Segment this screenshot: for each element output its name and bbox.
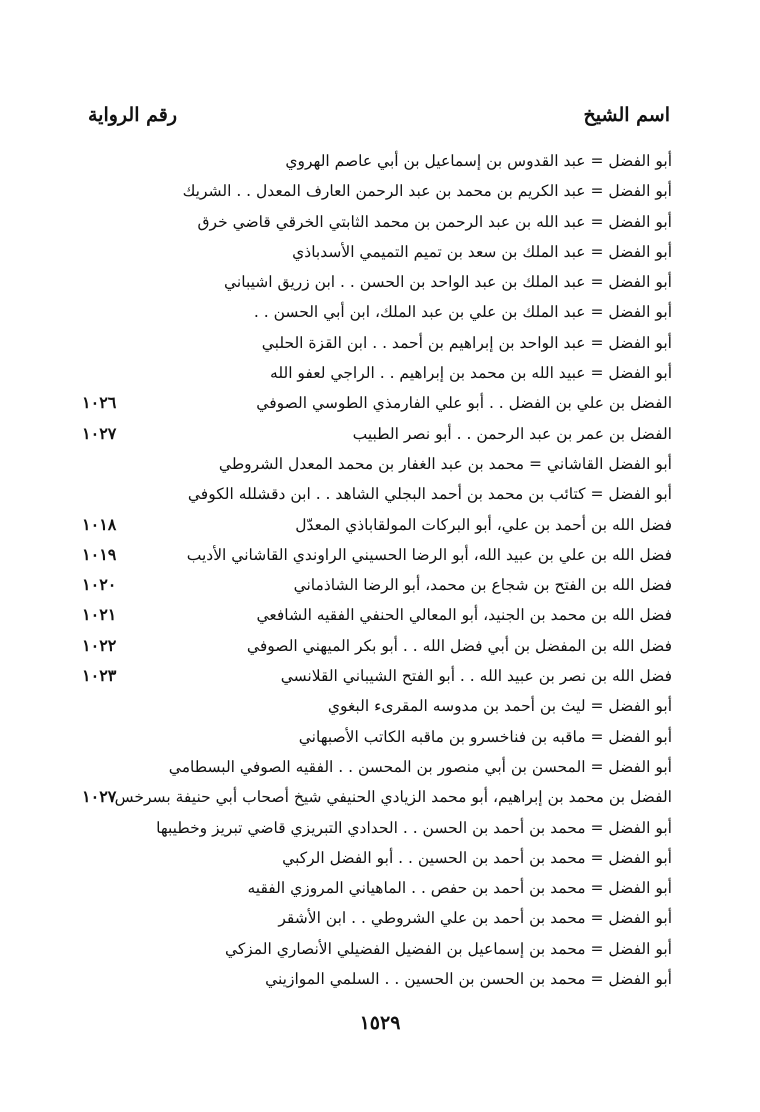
index-entry (60, 207, 672, 237)
entry-name: أبو الفضل = كتائب بن محمد بن أحمد البجلي الشاهد . . ابن دقشلله الكوفي (187, 485, 672, 504)
entry-name: أبو الفضل = عبد الملك بن سعد بن تميم التميمي الأسدباذي (292, 242, 672, 261)
entry-name: فضل الله بن محمد بن الجنيد، أبو المعالي الحنفي الفقيه الشافعي (256, 606, 672, 625)
entry-name: الفضل بن محمد بن إبراهيم، أبو محمد الزيادي الحنيفي شيخ أصحاب أبي حنيفة بسرخس (114, 788, 672, 807)
index-entry (60, 600, 672, 630)
entry-name: أبو الفضل = محمد بن أحمد بن علي الشروطي . . ابن الأشقر (278, 909, 672, 928)
index-entry (60, 510, 672, 540)
entry-name: أبو الفضل = ماقبه بن فناخسرو بن ماقبه الكاتب الأصبهاني (298, 727, 672, 746)
entry-name: أبو الفضل = محمد بن أحمد بن الحسن . . الحدادي التبريزي قاضي تبريز وخطيبها (156, 818, 672, 837)
index-entry (60, 722, 672, 752)
entry-narration-number: ١٠١٩ (82, 544, 117, 564)
entry-name: أبو الفضل القاشاني = محمد بن عبد الغفار بن محمد المعدل الشروطي (218, 454, 672, 473)
entry-name: أبو الفضل = عبد الواحد بن إبراهيم بن أحمد . . ابن القزة الحلبي (261, 333, 672, 352)
index-entry (60, 752, 672, 782)
entry-name: أبو الفضل = محمد بن أحمد بن الحسين . . أبو الفضل الركبي (282, 848, 672, 867)
column-header-narration-number: رقم الرواية (88, 104, 177, 126)
index-entry (60, 176, 672, 206)
entry-name: فضل الله بن علي بن عبيد الله، أبو الرضا الحسيني الراوندي القاشاني الأديب (186, 545, 672, 564)
index-entry (60, 964, 672, 994)
index-entry (60, 934, 672, 964)
index-entry (60, 903, 672, 933)
entry-name: أبو الفضل = عبد الله بن عبد الرحمن بن محمد الثابتي الخرقي قاضي خرق (197, 212, 672, 231)
index-entry (60, 813, 672, 843)
entry-name: أبو الفضل = عبد الملك بن عبد الواحد بن الحسن . . ابن زريق اشيباني (224, 273, 672, 292)
index-entry (60, 843, 672, 873)
entry-name: أبو الفضل = محمد بن إسماعيل بن الفضيل الفضيلي الأنصاري المزكي (224, 939, 672, 958)
index-entries-list (60, 146, 672, 994)
entry-narration-number: ١٠١٨ (82, 514, 117, 534)
index-entry (60, 631, 672, 661)
index-entry (60, 297, 672, 327)
index-entry (60, 388, 672, 418)
entry-name: أبو الفضل = عبد الملك بن علي بن عبد الملك، ابن أبي الحسن . . (253, 303, 672, 322)
index-entry (60, 449, 672, 479)
entry-name: أبو الفضل = عبيد الله بن محمد بن إبراهيم . . الراجي لعفو الله (270, 364, 672, 383)
entry-name: أبو الفضل = المحسن بن أبي منصور بن المحسن . . الفقيه الصوفي البسطامي (168, 757, 672, 776)
entry-name: أبو الفضل = ليث بن أحمد بن مدوسه المقرىء البغوي (327, 697, 672, 716)
entry-name: أبو الفضل = محمد بن الحسن بن الحسين . . السلمي الموازيني (265, 970, 672, 989)
entry-name: أبو الفضل = عبد القدوس بن إسماعيل بن أبي عاصم الهروي (285, 152, 672, 170)
entry-name: فضل الله بن الفتح بن شجاع بن محمد، أبو الرضا الشاذماني (293, 576, 672, 595)
index-entry (60, 540, 672, 570)
index-entry (60, 570, 672, 600)
index-entry (60, 237, 672, 267)
page-number: ١٥٢٩ (359, 1012, 401, 1034)
entry-name: فضل الله بن أحمد بن علي، أبو البركات المولقاباذي المعدّل (295, 515, 672, 534)
entry-narration-number: ١٠٢٧ (82, 423, 117, 443)
index-entry (60, 267, 672, 297)
entry-narration-number: ١٠٢٣ (82, 666, 117, 686)
index-entry (60, 661, 672, 691)
entry-name: أبو الفضل = عبد الكريم بن محمد بن عبد الرحمن العارف المعدل . . الشريك (182, 182, 672, 201)
entry-name: أبو الفضل = محمد بن أحمد بن حفص . . الماهياني المروزي الفقيه (247, 879, 672, 898)
entry-narration-number: ١٠٢٦ (82, 393, 117, 413)
entry-narration-number: ١٠٢٢ (82, 635, 117, 655)
index-entry (60, 691, 672, 721)
entry-name: فضل الله بن نصر بن عبيد الله . . أبو الفتح الشيباني القلانسي (280, 667, 672, 686)
entry-narration-number: ١٠٢٠ (82, 575, 117, 595)
index-entry (60, 328, 672, 358)
entry-name: فضل الله بن المفضل بن أبي فضل الله . . أبو بكر الميهني الصوفي (246, 636, 672, 655)
index-entry (60, 146, 672, 176)
entry-name: الفضل بن علي بن الفضل . . أبو علي الفارمذي الطوسي الصوفي (256, 394, 672, 413)
entry-narration-number: ١٠٢٧ (82, 787, 117, 807)
column-header-sheikh-name: اسم الشيخ (583, 104, 670, 126)
entry-name: الفضل بن عمر بن عبد الرحمن . . أبو نصر الطبيب (352, 424, 672, 443)
index-entry (60, 873, 672, 903)
index-entry (60, 479, 672, 509)
index-entry (60, 358, 672, 388)
index-entry (60, 419, 672, 449)
index-entry (60, 782, 672, 812)
entry-narration-number: ١٠٢١ (82, 605, 117, 625)
